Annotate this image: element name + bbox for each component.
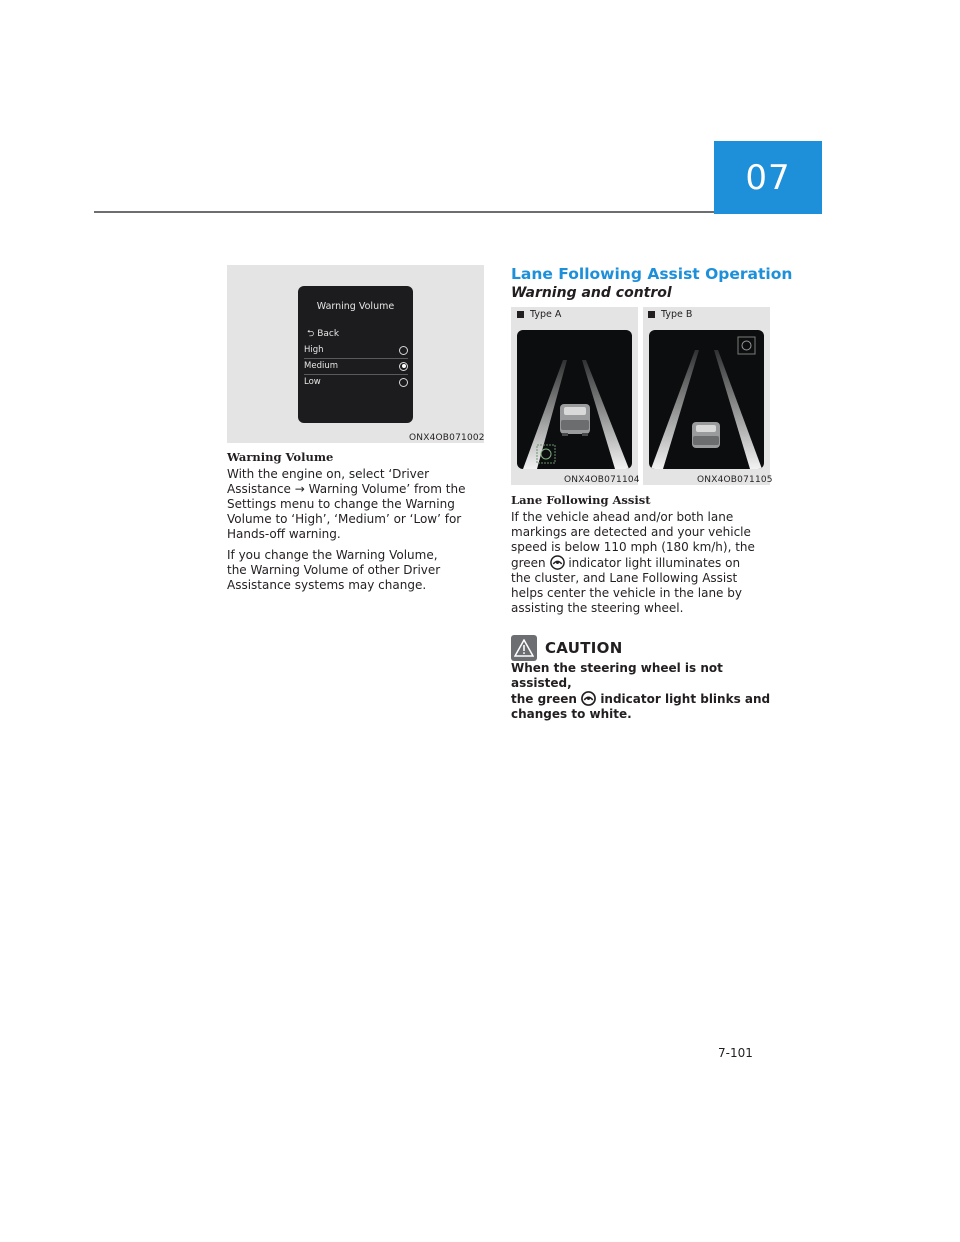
figure-code: ONX4OB071104 [564, 475, 640, 485]
text-line: If the vehicle ahead and/or both lane [511, 510, 734, 524]
option-low [304, 374, 408, 390]
lane-scene [517, 330, 632, 469]
vehicle-ahead [692, 422, 720, 448]
text-line: helps center the vehicle in the lane by [511, 586, 742, 600]
option-label: Low [304, 377, 321, 387]
figure-code: ONX4OB071002 [409, 433, 485, 443]
text-line: With the engine on, select ‘Driver [227, 467, 430, 481]
screen-title: Warning Volume [316, 301, 395, 312]
text-line: Settings menu to change the Warning [227, 497, 455, 511]
lane-assist-indicator-icon [581, 691, 596, 706]
text-line: speed is below 110 mph (180 km/h), the [511, 540, 755, 554]
section-subtitle: Warning and control [511, 285, 672, 301]
paragraph [227, 467, 487, 542]
type-b-label [648, 309, 692, 320]
caution-title: CAUTION [545, 639, 623, 657]
lane-assist-indicator-icon [550, 555, 565, 570]
header-rule [94, 211, 714, 213]
option-high [304, 342, 408, 358]
text-line: If you change the Warning Volume, [227, 548, 438, 562]
caution-header [511, 635, 623, 661]
option-label: Medium [304, 361, 338, 371]
text-line: the cluster, and Lane Following Assist [511, 571, 738, 585]
text-line: Hands-off warning. [227, 527, 341, 541]
lfa-heading: Lane Following Assist [511, 493, 651, 507]
text-line: indicator light illuminates on [568, 556, 741, 570]
caution-text [511, 661, 776, 722]
screen-back-label: Back [317, 329, 340, 339]
text-line: indicator light blinks and [600, 692, 771, 706]
text-line: green [511, 556, 546, 570]
text-line: Assistance → Warning Volume’ from the [227, 482, 466, 496]
back-arrow-icon: ⮌ [307, 329, 315, 339]
text-line: assisting the steering wheel. [511, 601, 684, 615]
paragraph [227, 548, 487, 593]
caution-triangle-icon [511, 635, 537, 661]
warning-volume-screen [298, 286, 413, 423]
chapter-number: 07 [745, 157, 791, 198]
cluster-display-type-b [649, 330, 764, 469]
radio-unselected-icon [399, 346, 408, 355]
radio-unselected-icon [399, 378, 408, 387]
text-line: markings are detected and your vehicle [511, 525, 751, 539]
chapter-tab [714, 141, 822, 214]
text-line: Assistance systems may change. [227, 578, 427, 592]
text-line: When the steering wheel is not assisted, [511, 661, 723, 690]
option-label: High [304, 345, 324, 355]
text-line: the Warning Volume of other Driver [227, 563, 441, 577]
page-number: 7-101 [718, 1046, 753, 1060]
type-label-text: Type B [661, 309, 693, 320]
vehicle-ahead [560, 404, 590, 436]
radio-selected-icon [399, 362, 408, 371]
warning-volume-heading: Warning Volume [227, 450, 334, 464]
lfa-steering-icon [738, 337, 755, 354]
text-line: changes to white. [511, 707, 632, 721]
option-medium [304, 358, 408, 374]
bullet-square-icon [517, 311, 524, 318]
right-lane-line [714, 350, 762, 469]
section-title: Lane Following Assist Operation [511, 265, 793, 283]
lane-scene [649, 330, 764, 469]
screen-back-button [307, 326, 339, 342]
lfa-body [511, 510, 776, 616]
figure-code: ONX4OB071105 [697, 475, 773, 485]
bullet-square-icon [648, 311, 655, 318]
type-a-label [517, 309, 561, 320]
left-lane-line [651, 350, 699, 469]
type-label-text: Type A [530, 309, 562, 320]
text-line: the green [511, 692, 577, 706]
cluster-display-type-a [517, 330, 632, 469]
text-line: Volume to ‘High’, ‘Medium’ or ‘Low’ for [227, 512, 462, 526]
warning-volume-body [227, 467, 487, 599]
